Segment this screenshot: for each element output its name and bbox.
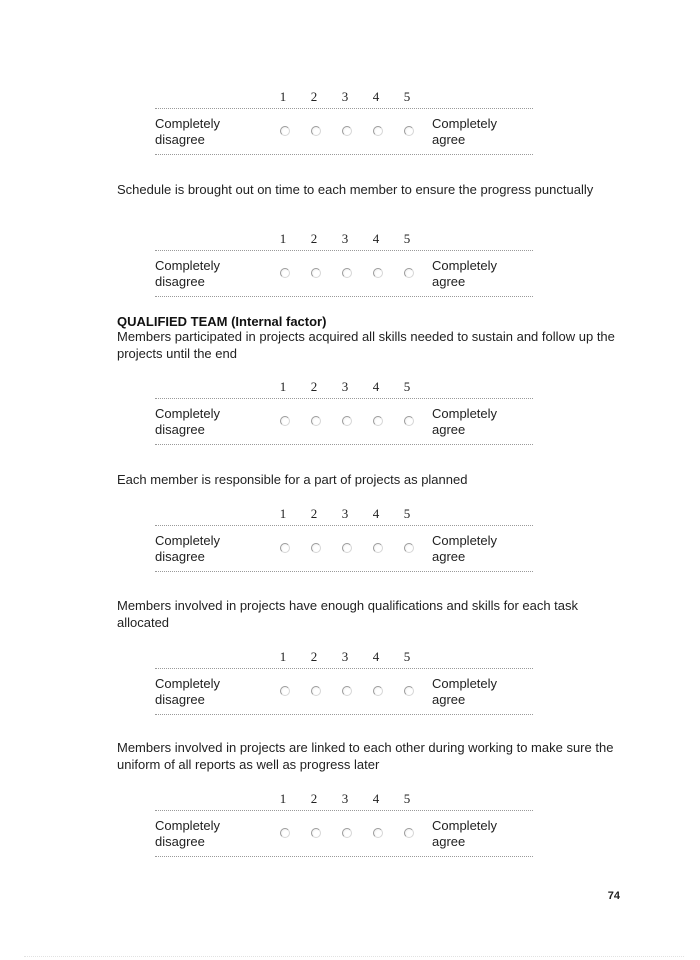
scale-number-2: 2 (310, 379, 318, 394)
scale-number-1: 1 (279, 231, 287, 246)
radio-option-5[interactable] (404, 686, 414, 696)
scale-numbers (155, 506, 533, 520)
scale-number-3: 3 (341, 231, 349, 246)
scale-right-label: Completely agree (432, 116, 498, 147)
scale-number-1: 1 (279, 379, 287, 394)
question-text: Schedule is brought out on time to each member to ensure the progress punctually (117, 182, 594, 197)
divider (155, 250, 533, 251)
radio-option-1[interactable] (280, 543, 290, 553)
radio-option-1[interactable] (280, 828, 290, 838)
scale-number-2: 2 (310, 506, 318, 521)
scale-number-2: 2 (310, 649, 318, 664)
scale-number-5: 5 (403, 379, 411, 394)
radio-option-4[interactable] (373, 126, 383, 136)
scale-right-label: Completely agree (432, 818, 498, 849)
scale-number-5: 5 (403, 791, 411, 806)
radio-option-1[interactable] (280, 268, 290, 278)
scale-number-3: 3 (341, 89, 349, 104)
page-bottom-rule (24, 956, 684, 957)
radio-option-3[interactable] (342, 268, 352, 278)
scale-number-4: 4 (372, 649, 380, 664)
scale-number-5: 5 (403, 89, 411, 104)
likert-scale-1 (155, 231, 533, 301)
scale-right-label: Completely agree (432, 676, 498, 707)
scale-number-4: 4 (372, 506, 380, 521)
radio-option-3[interactable] (342, 126, 352, 136)
radio-option-3[interactable] (342, 416, 352, 426)
radio-option-5[interactable] (404, 126, 414, 136)
scale-left-label: Completely disagree (155, 406, 221, 437)
scale-number-4: 4 (372, 231, 380, 246)
radio-option-3[interactable] (342, 686, 352, 696)
scale-number-3: 3 (341, 791, 349, 806)
radio-option-2[interactable] (311, 416, 321, 426)
radio-option-5[interactable] (404, 268, 414, 278)
radio-option-4[interactable] (373, 268, 383, 278)
page-number: 74 (607, 890, 620, 902)
scale-numbers (155, 379, 533, 393)
radio-option-2[interactable] (311, 686, 321, 696)
likert-scale-3 (155, 506, 533, 576)
scale-number-5: 5 (403, 506, 411, 521)
radio-option-2[interactable] (311, 126, 321, 136)
scale-left-label: Completely disagree (155, 533, 221, 564)
scale-number-2: 2 (310, 89, 318, 104)
radio-option-3[interactable] (342, 828, 352, 838)
scale-left-label: Completely disagree (155, 258, 221, 289)
scale-numbers (155, 89, 533, 103)
divider (155, 108, 533, 109)
radio-option-1[interactable] (280, 126, 290, 136)
scale-number-2: 2 (310, 791, 318, 806)
radio-option-3[interactable] (342, 543, 352, 553)
scale-number-1: 1 (279, 89, 287, 104)
scale-number-5: 5 (403, 231, 411, 246)
likert-scale-4 (155, 649, 533, 719)
scale-number-3: 3 (341, 649, 349, 664)
scale-left-label: Completely disagree (155, 116, 221, 147)
divider (155, 525, 533, 526)
scale-number-4: 4 (372, 89, 380, 104)
scale-left-label: Completely disagree (155, 676, 221, 707)
scale-number-4: 4 (372, 379, 380, 394)
scale-number-5: 5 (403, 649, 411, 664)
scale-left-label: Completely disagree (155, 818, 221, 849)
radio-option-1[interactable] (280, 686, 290, 696)
divider (155, 571, 533, 572)
likert-scale-2 (155, 379, 533, 449)
scale-numbers (155, 231, 533, 245)
scale-right-label: Completely agree (432, 533, 498, 564)
scale-number-1: 1 (279, 791, 287, 806)
likert-scale-0 (155, 89, 533, 159)
divider (155, 668, 533, 669)
divider (155, 810, 533, 811)
radio-option-5[interactable] (404, 543, 414, 553)
divider (155, 398, 533, 399)
scale-right-label: Completely agree (432, 258, 498, 289)
question-text: Each member is responsible for a part of projects as planned (117, 472, 468, 487)
scale-number-2: 2 (310, 231, 318, 246)
divider (155, 296, 533, 297)
question-text: Members involved in projects are linked to each other during working to make sure the uniform of all reports as well as progress later (117, 740, 614, 772)
divider (155, 154, 533, 155)
radio-option-2[interactable] (311, 543, 321, 553)
radio-option-4[interactable] (373, 416, 383, 426)
section-title: QUALIFIED TEAM (Internal factor) (117, 314, 327, 329)
question-text: Members involved in projects have enough qualifications and skills for each task allocated (117, 598, 579, 630)
radio-option-4[interactable] (373, 543, 383, 553)
scale-numbers (155, 791, 533, 805)
divider (155, 444, 533, 445)
radio-option-4[interactable] (373, 686, 383, 696)
divider (155, 714, 533, 715)
scale-number-4: 4 (372, 791, 380, 806)
question-text: Members participated in projects acquired all skills needed to sustain and follow up the projects until the end (117, 329, 615, 361)
scale-number-3: 3 (341, 379, 349, 394)
scale-number-1: 1 (279, 649, 287, 664)
radio-option-5[interactable] (404, 828, 414, 838)
radio-option-5[interactable] (404, 416, 414, 426)
radio-option-2[interactable] (311, 268, 321, 278)
scale-numbers (155, 649, 533, 663)
radio-option-2[interactable] (311, 828, 321, 838)
scale-right-label: Completely agree (432, 406, 498, 437)
radio-option-4[interactable] (373, 828, 383, 838)
likert-scale-5 (155, 791, 533, 861)
scale-number-3: 3 (341, 506, 349, 521)
scale-number-1: 1 (279, 506, 287, 521)
radio-option-1[interactable] (280, 416, 290, 426)
divider (155, 856, 533, 857)
